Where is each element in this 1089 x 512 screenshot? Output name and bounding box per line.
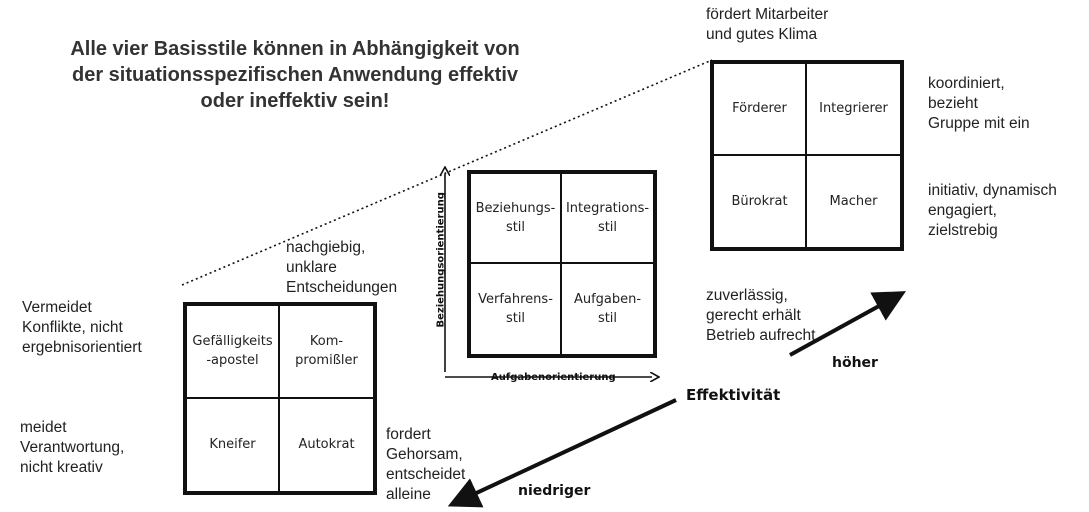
high-effectiveness-grid [710,60,904,251]
note-autokrat: fordert Gehorsam, entscheidet alleine [386,426,466,503]
effectiveness-label: Effektivität [686,386,781,404]
note-kompromissler: nachgiebig, unklare Entscheidungen [286,239,398,296]
basic-styles-grid [467,170,657,358]
headline: Alle vier Basisstile können in Abhängigkeit von der situationsspezifischen Anwendung effektiv oder ineffektiv sein! [70,38,520,112]
cell-beziehungsstil: Beziehungs- stil [471,174,562,264]
cell-foerderer: Förderer [714,64,807,156]
cell-autokrat: Autokrat [298,437,355,453]
y-axis-label: Beziehungsorientierung [435,192,447,328]
note-gefaelligkeitsapostel: Vermeidet Konflikte, nicht ergebnisorientiert [22,299,142,356]
low-effectiveness-grid [183,302,377,495]
cell-integrationsstil: Integrations- stil [562,174,653,264]
cell-gefaelligkeitsapostel: Gefälligkeits -apostel [187,306,280,399]
higher-label: höher [832,355,878,371]
cell-integrierer: Integrierer [807,64,900,156]
cell-macher: Macher [829,193,878,209]
note-foerderer: fördert Mitarbeiter und gutes Klima [706,6,829,43]
note-buerokrat: zuverlässig, gerecht erhält Betrieb aufrecht [706,287,816,344]
lower-label: niedriger [518,483,591,499]
cell-buerokrat: Bürokrat [714,156,807,248]
x-axis-label: Aufgabenorientierung [491,372,616,383]
cell-aufgabenstil: Aufgaben- stil [573,292,642,326]
note-integrierer: koordiniert, bezieht Gruppe mit ein [928,75,1030,132]
cell-kompromissler: Kom- promißler [280,306,373,399]
note-macher: initiativ, dynamisch engagiert, zielstrebig [928,182,1057,239]
note-kneifer: meidet Verantwortung, nicht kreativ [20,419,125,476]
cell-kneifer: Kneifer [187,399,280,492]
cell-verfahrensstil: Verfahrens- stil [471,264,562,354]
